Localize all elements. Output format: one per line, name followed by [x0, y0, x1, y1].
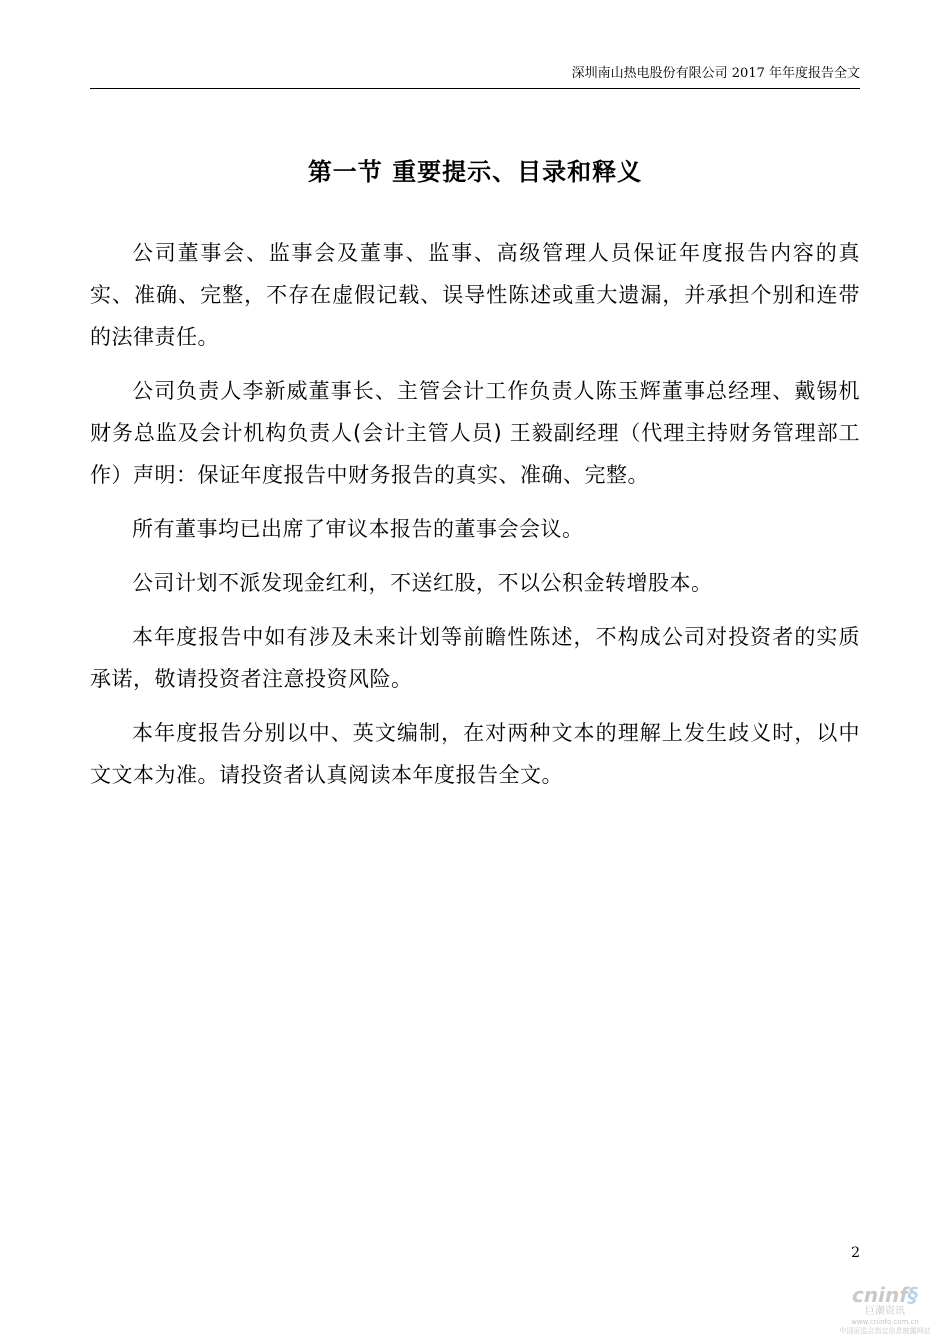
page-number: 2 [851, 1245, 860, 1261]
document-body [90, 232, 860, 808]
page-header [90, 64, 860, 89]
paragraph-board-guarantee: 公司董事会、监事会及董事、监事、高级管理人员保证年度报告内容的真实、准确、完整，不存在虚假记载、误导性陈述或重大遗漏，并承担个别和连带的法律责任。 [90, 241, 860, 349]
watermark-url: www.cninfo.com.cn [851, 1318, 919, 1326]
paragraph-directors-attendance: 所有董事均已出席了审议本报告的董事会会议。 [132, 517, 584, 541]
cninfo-watermark [830, 1284, 940, 1336]
paragraph-dividend-plan: 公司计划不派发现金红利，不送红股，不以公积金转增股本。 [132, 571, 713, 595]
paragraph-language-versions: 本年度报告分别以中、英文编制，在对两种文本的理解上发生歧义时，以中文文本为准。请投资者认真阅读本年度报告全文。 [90, 721, 860, 787]
watermark-subtitle: 中国证监会指定信息披露网站 [839, 1327, 931, 1335]
paragraph-forward-looking: 本年度报告中如有涉及未来计划等前瞻性陈述，不构成公司对投资者的实质承诺，敬请投资者注意投资风险。 [90, 625, 860, 691]
logo-text: cninf [852, 1283, 908, 1307]
watermark-cn-name: 巨潮资讯 [865, 1306, 905, 1317]
section-title: 第一节 重要提示、目录和释义 [307, 158, 643, 186]
paragraph-responsible-persons: 公司负责人李新威董事长、主管会计工作负责人陈玉辉董事总经理、戴锡机财务总监及会计机构负责人(会计主管人员) 王毅副经理（代理主持财务管理部工作）声明：保证年度报告中财务报告的真实、准确、完整。 [90, 379, 860, 487]
cninfo-logo [830, 1284, 940, 1306]
logo-accent: § [907, 1283, 918, 1307]
header-text: 深圳南山热电股份有限公司 2017 年年度报告全文 [571, 66, 860, 81]
